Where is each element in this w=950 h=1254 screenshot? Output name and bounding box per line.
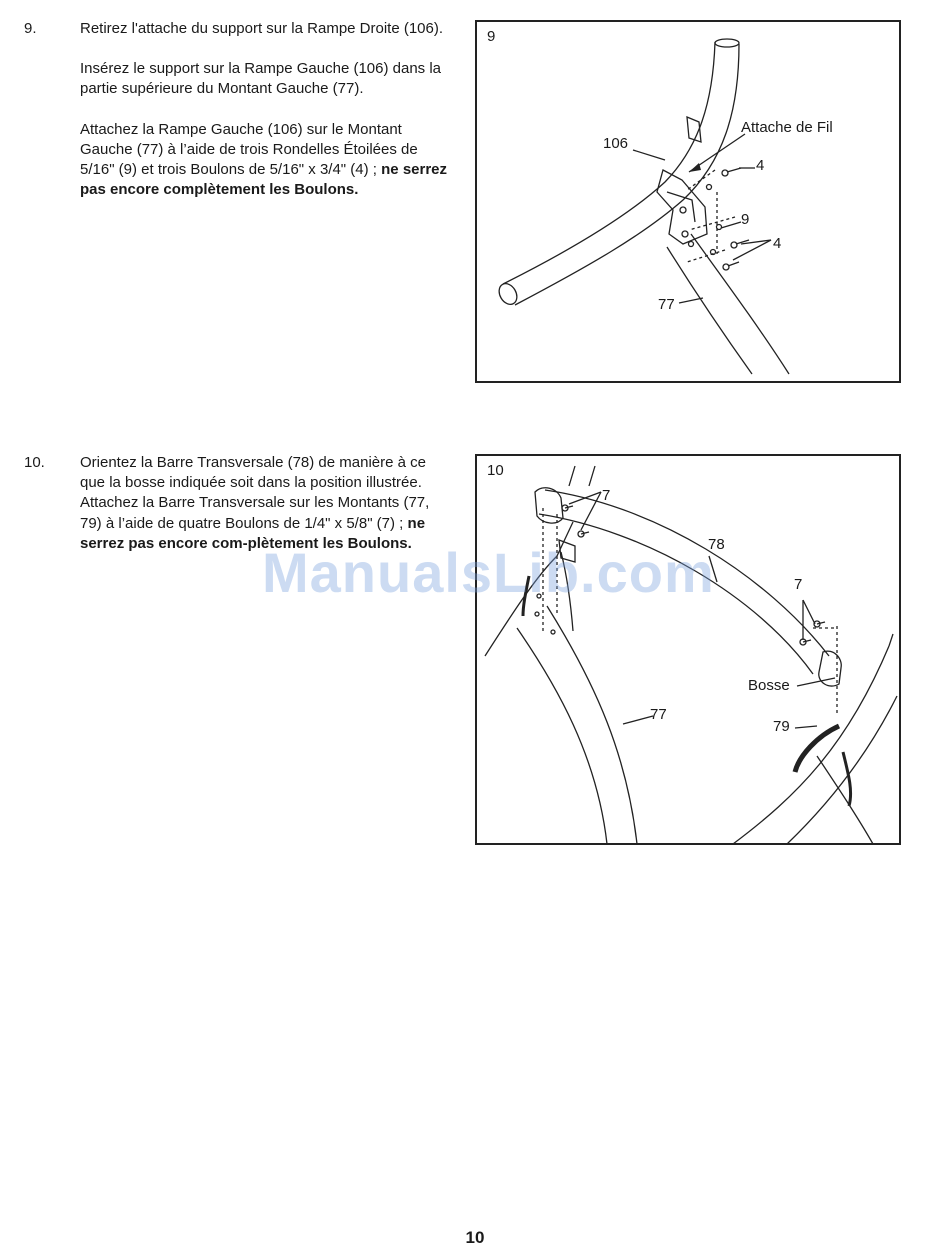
label-9: 9 — [741, 211, 750, 228]
step-10-number: 10. — [24, 454, 45, 471]
figure-10-drawing — [477, 456, 903, 847]
step-10-paragraph — [24, 453, 452, 554]
label-bump: Bosse — [748, 677, 790, 694]
label-77: 77 — [650, 706, 667, 723]
label-78: 78 — [708, 536, 725, 553]
label-77: 77 — [658, 296, 675, 313]
label-wire-clip: Attache de Fil — [741, 119, 833, 136]
page-number: 10 — [465, 1228, 485, 1247]
figure-10-number: 10 — [487, 462, 504, 479]
label-7-right: 7 — [794, 576, 803, 593]
step-9-line1: Retirez l'attache du support sur la Rampe Droite (106). — [80, 20, 444, 37]
figure-9-drawing — [477, 22, 903, 385]
step-10-warning: ne serrez pas encore com-plètement les Boulons. — [80, 514, 426, 552]
step-9-warning: ne serrez pas encore complètement les Boulons. — [80, 161, 448, 199]
figure-9-number: 9 — [487, 28, 496, 45]
step-9-paragraph-3-text: Attachez la Rampe Gauche (106) sur le Montant Gauche (77) à l’aide de trois Rondelles Étoilées de 5/16" (9) et trois Boulons de 5/16" x 3/4" (4) ; — [80, 120, 418, 179]
label-4-top: 4 — [756, 157, 765, 174]
step-10-text — [24, 453, 452, 554]
label-106: 106 — [603, 135, 629, 152]
figure-9 — [475, 20, 901, 383]
figure-10 — [475, 454, 901, 845]
step-10-text-body: Orientez la Barre Transversale (78) de manière à ce que la bosse indiquée soit dans la position illustrée. Attachez la Barre Transversale sur les Montants (77, 79) à l’aide de quatre Boulons de 1/4" x 5/8" (7) ; — [80, 454, 430, 532]
step-9-intro — [24, 19, 452, 39]
step-9-number: 9. — [24, 20, 37, 37]
step-9-paragraph-3 — [80, 120, 452, 201]
label-7-left: 7 — [602, 487, 611, 504]
label-4-bottom: 4 — [773, 235, 782, 252]
watermark: ManualsLib.com — [262, 541, 715, 604]
step-9-text — [24, 19, 452, 220]
step-9-paragraph-2: Insérez le support sur la Rampe Gauche (106) dans la partie supérieure du Montant Gauche (77). — [80, 60, 442, 98]
label-79: 79 — [773, 718, 790, 735]
